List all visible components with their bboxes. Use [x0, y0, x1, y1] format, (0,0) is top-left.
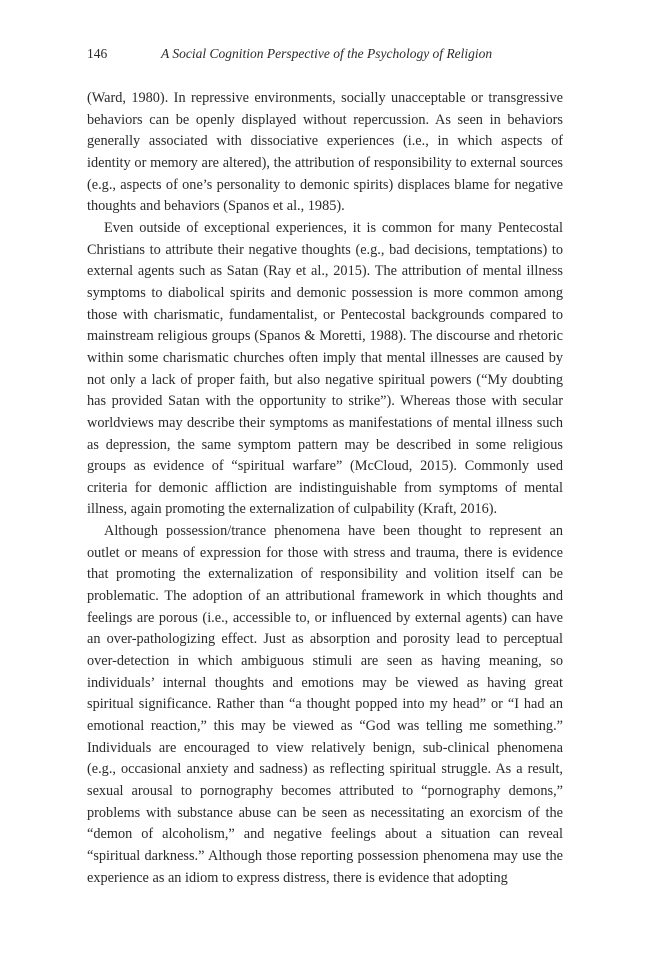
paragraph: Even outside of exceptional experiences, it is common for many Pentecostal Christians to attribute their negative thoughts (e.g., bad decisions, temptations) to external agents such as Satan (Ray et al., 2015). The attribution of mental illness symptoms to diabolical spirits and demonic possession is more common among those with charismatic, fundamentalist, or Pentecostal backgrounds compared to mainstream religious groups (Spanos & Moretti, 1988). The discourse and rhetoric within some charismatic churches often imply that mental illnesses are caused by not only a lack of proper faith, but also negative spiritual powers (“My doubting has provided Satan with the opportunity to strike”). Whereas those with secular worldviews may describe their symptoms as manifestations of mental illness such as depression, the same symptom pattern may be described in some religious groups as evidence of “spiritual warfare” (McCloud, 2015). Commonly used criteria for demonic affliction are indistinguishable from symptoms of mental illness, again promoting the externalization of culpability (Kraft, 2016). [87, 219, 563, 518]
running-title: A Social Cognition Perspective of the Psychology of Religion [161, 46, 493, 61]
paragraph-continued: (Ward, 1980). In repressive environments, socially unacceptable or transgressive behaviors can be openly displayed without repercussion. As seen in behaviors generally associated with dissociative experiences (i.e., in which aspects of identity or memory are altered), the attribution of responsibility to external sources (e.g., aspects of one’s personality to demonic spirits) displaces blame for negative thoughts and behaviors (Spanos et al., 1985). [87, 90, 563, 215]
paragraph: Although possession/trance phenomena have been thought to represent an outlet or means of expression for those with stress and trauma, there is evidence that promoting the externalization of responsibility and volition itself can be problematic. The adoption of an attributional framework in which thoughts and feelings are porous (i.e., accessible to, or influenced by external agents) can have an over-pathologizing effect. Just as absorption and porosity lead to perceptual over-detection in which ambiguous stimuli are seen as having meaning, so individuals’ internal thoughts and emotions may be viewed as having great spiritual significance. Rather than “a thought popped into my head” or “I had an emotional reaction,” this may be viewed as “God was telling me something.” Individuals are encouraged to view relatively benign, sub-clinical phenomena (e.g., occasional anxiety and sadness) as reflecting spiritual struggle. As a result, sexual arousal to pornography becomes attributed to “pornography demons,” problems with substance abuse can be seen as necessitating an exorcism of the “demon of alcoholism,” and negative feelings about a situation can reveal “spiritual darkness.” Although those reporting possession phenomena may use the experience as an idiom to express distress, there is evidence that adopting [87, 523, 563, 886]
body-text [87, 88, 563, 889]
page-number: 146 [87, 46, 108, 61]
running-head [87, 44, 563, 64]
